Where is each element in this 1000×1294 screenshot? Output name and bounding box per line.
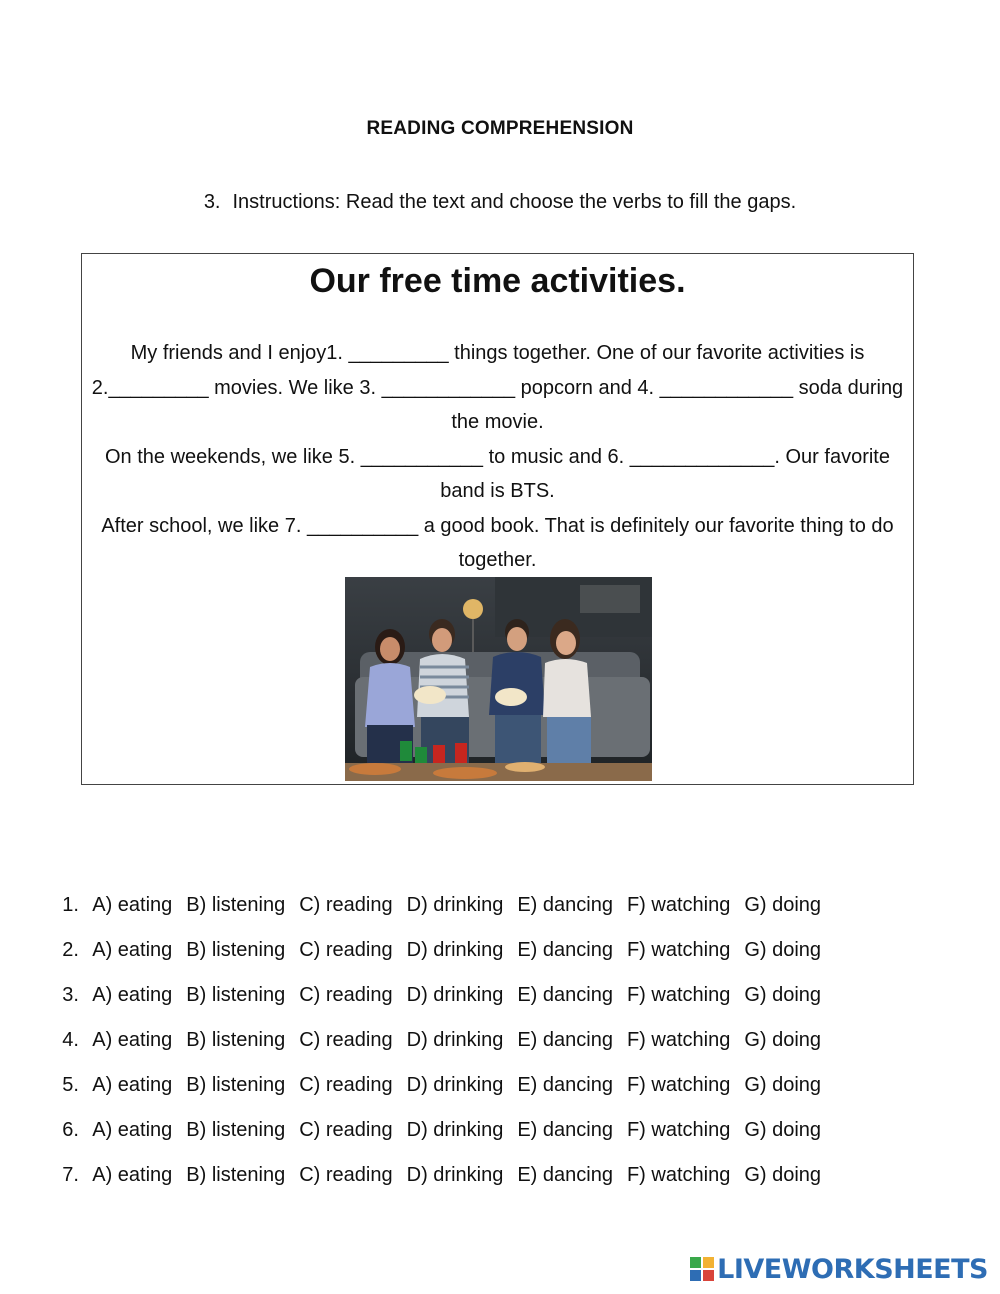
- choice-listening[interactable]: B) listening: [186, 894, 286, 916]
- choice-drinking[interactable]: D) drinking: [406, 1119, 504, 1141]
- choice-watching[interactable]: F) watching: [626, 939, 731, 961]
- choice-eating[interactable]: A) eating: [92, 1074, 173, 1096]
- choice-listening[interactable]: B) listening: [186, 1029, 286, 1051]
- choice-dancing[interactable]: E) dancing: [517, 894, 613, 916]
- choice-dancing[interactable]: E) dancing: [517, 1119, 613, 1141]
- choice-dancing[interactable]: E) dancing: [517, 984, 613, 1006]
- choice-dancing[interactable]: E) dancing: [517, 1074, 613, 1096]
- choice-drinking[interactable]: D) drinking: [406, 894, 504, 916]
- choice-eating[interactable]: A) eating: [92, 894, 173, 916]
- liveworksheets-logo: [689, 1254, 988, 1284]
- passage-paragraph-1: My friends and I enjoy1. _________ things together. One of our favorite activities is 2._________ movies. We like 3. ____________ popcorn and 4. ____________ soda during the movie.: [91, 342, 904, 433]
- answer-options-list: [40, 838, 940, 1186]
- question-number: 2.: [62, 939, 79, 961]
- choice-eating[interactable]: A) eating: [92, 939, 173, 961]
- question-number: 5.: [62, 1074, 79, 1096]
- instructions: [0, 191, 1000, 214]
- choice-drinking[interactable]: D) drinking: [406, 1074, 504, 1096]
- friends-watching-movie-photo: [345, 577, 652, 781]
- reading-text-box: [81, 253, 914, 785]
- choice-listening[interactable]: B) listening: [186, 1164, 286, 1186]
- instructions-text: Instructions: Read the text and choose the verbs to fill the gaps.: [232, 191, 797, 213]
- choice-watching[interactable]: F) watching: [626, 1029, 731, 1051]
- choice-drinking[interactable]: D) drinking: [406, 984, 504, 1006]
- choice-eating[interactable]: A) eating: [92, 1029, 173, 1051]
- choice-dancing[interactable]: E) dancing: [517, 1164, 613, 1186]
- passage-paragraph-3: After school, we like 7. __________ a good book. That is definitely our favorite thing to do together.: [101, 514, 894, 571]
- choice-eating[interactable]: A) eating: [92, 1164, 173, 1186]
- choice-doing[interactable]: G) doing: [744, 1074, 822, 1096]
- question-number: 1.: [62, 894, 79, 916]
- choice-watching[interactable]: F) watching: [626, 1164, 731, 1186]
- passage-paragraph-2: On the weekends, we like 5. ___________ to music and 6. _____________. Our favorite band is BTS.: [105, 445, 890, 502]
- choice-reading[interactable]: C) reading: [299, 1074, 393, 1096]
- choice-doing[interactable]: G) doing: [744, 1119, 822, 1141]
- choice-drinking[interactable]: D) drinking: [406, 939, 504, 961]
- choice-reading[interactable]: C) reading: [299, 1164, 393, 1186]
- worksheet-heading: READING COMPREHENSION: [366, 118, 634, 139]
- question-number: 7.: [62, 1164, 79, 1186]
- choice-doing[interactable]: G) doing: [744, 939, 822, 961]
- instructions-number: 3.: [203, 191, 221, 213]
- choice-drinking[interactable]: D) drinking: [406, 1029, 504, 1051]
- choice-listening[interactable]: B) listening: [186, 1074, 286, 1096]
- choice-dancing[interactable]: E) dancing: [517, 939, 613, 961]
- choice-reading[interactable]: C) reading: [299, 1029, 393, 1051]
- question-row: [40, 838, 940, 916]
- liveworksheets-logo-icon: [689, 1256, 715, 1282]
- choice-drinking[interactable]: D) drinking: [406, 1164, 504, 1186]
- question-number: 6.: [62, 1119, 79, 1141]
- choice-reading[interactable]: C) reading: [299, 984, 393, 1006]
- choice-doing[interactable]: G) doing: [744, 1164, 822, 1186]
- choice-watching[interactable]: F) watching: [626, 984, 731, 1006]
- choice-listening[interactable]: B) listening: [186, 984, 286, 1006]
- choice-reading[interactable]: C) reading: [299, 894, 393, 916]
- choice-eating[interactable]: A) eating: [92, 1119, 173, 1141]
- question-number: 4.: [62, 1029, 79, 1051]
- choice-listening[interactable]: B) listening: [186, 939, 286, 961]
- liveworksheets-logo-text: LIVEWORKSHEETS: [717, 1253, 988, 1285]
- choice-doing[interactable]: G) doing: [744, 894, 822, 916]
- choice-doing[interactable]: G) doing: [744, 1029, 822, 1051]
- text-title: Our free time activities.: [309, 262, 686, 300]
- choice-listening[interactable]: B) listening: [186, 1119, 286, 1141]
- choice-eating[interactable]: A) eating: [92, 984, 173, 1006]
- choice-dancing[interactable]: E) dancing: [517, 1029, 613, 1051]
- choice-doing[interactable]: G) doing: [744, 984, 822, 1006]
- choice-watching[interactable]: F) watching: [626, 1119, 731, 1141]
- question-number: 3.: [62, 984, 79, 1006]
- choice-watching[interactable]: F) watching: [626, 1074, 731, 1096]
- choice-reading[interactable]: C) reading: [299, 1119, 393, 1141]
- choice-watching[interactable]: F) watching: [626, 894, 731, 916]
- reading-passage: [88, 336, 907, 578]
- choice-reading[interactable]: C) reading: [299, 939, 393, 961]
